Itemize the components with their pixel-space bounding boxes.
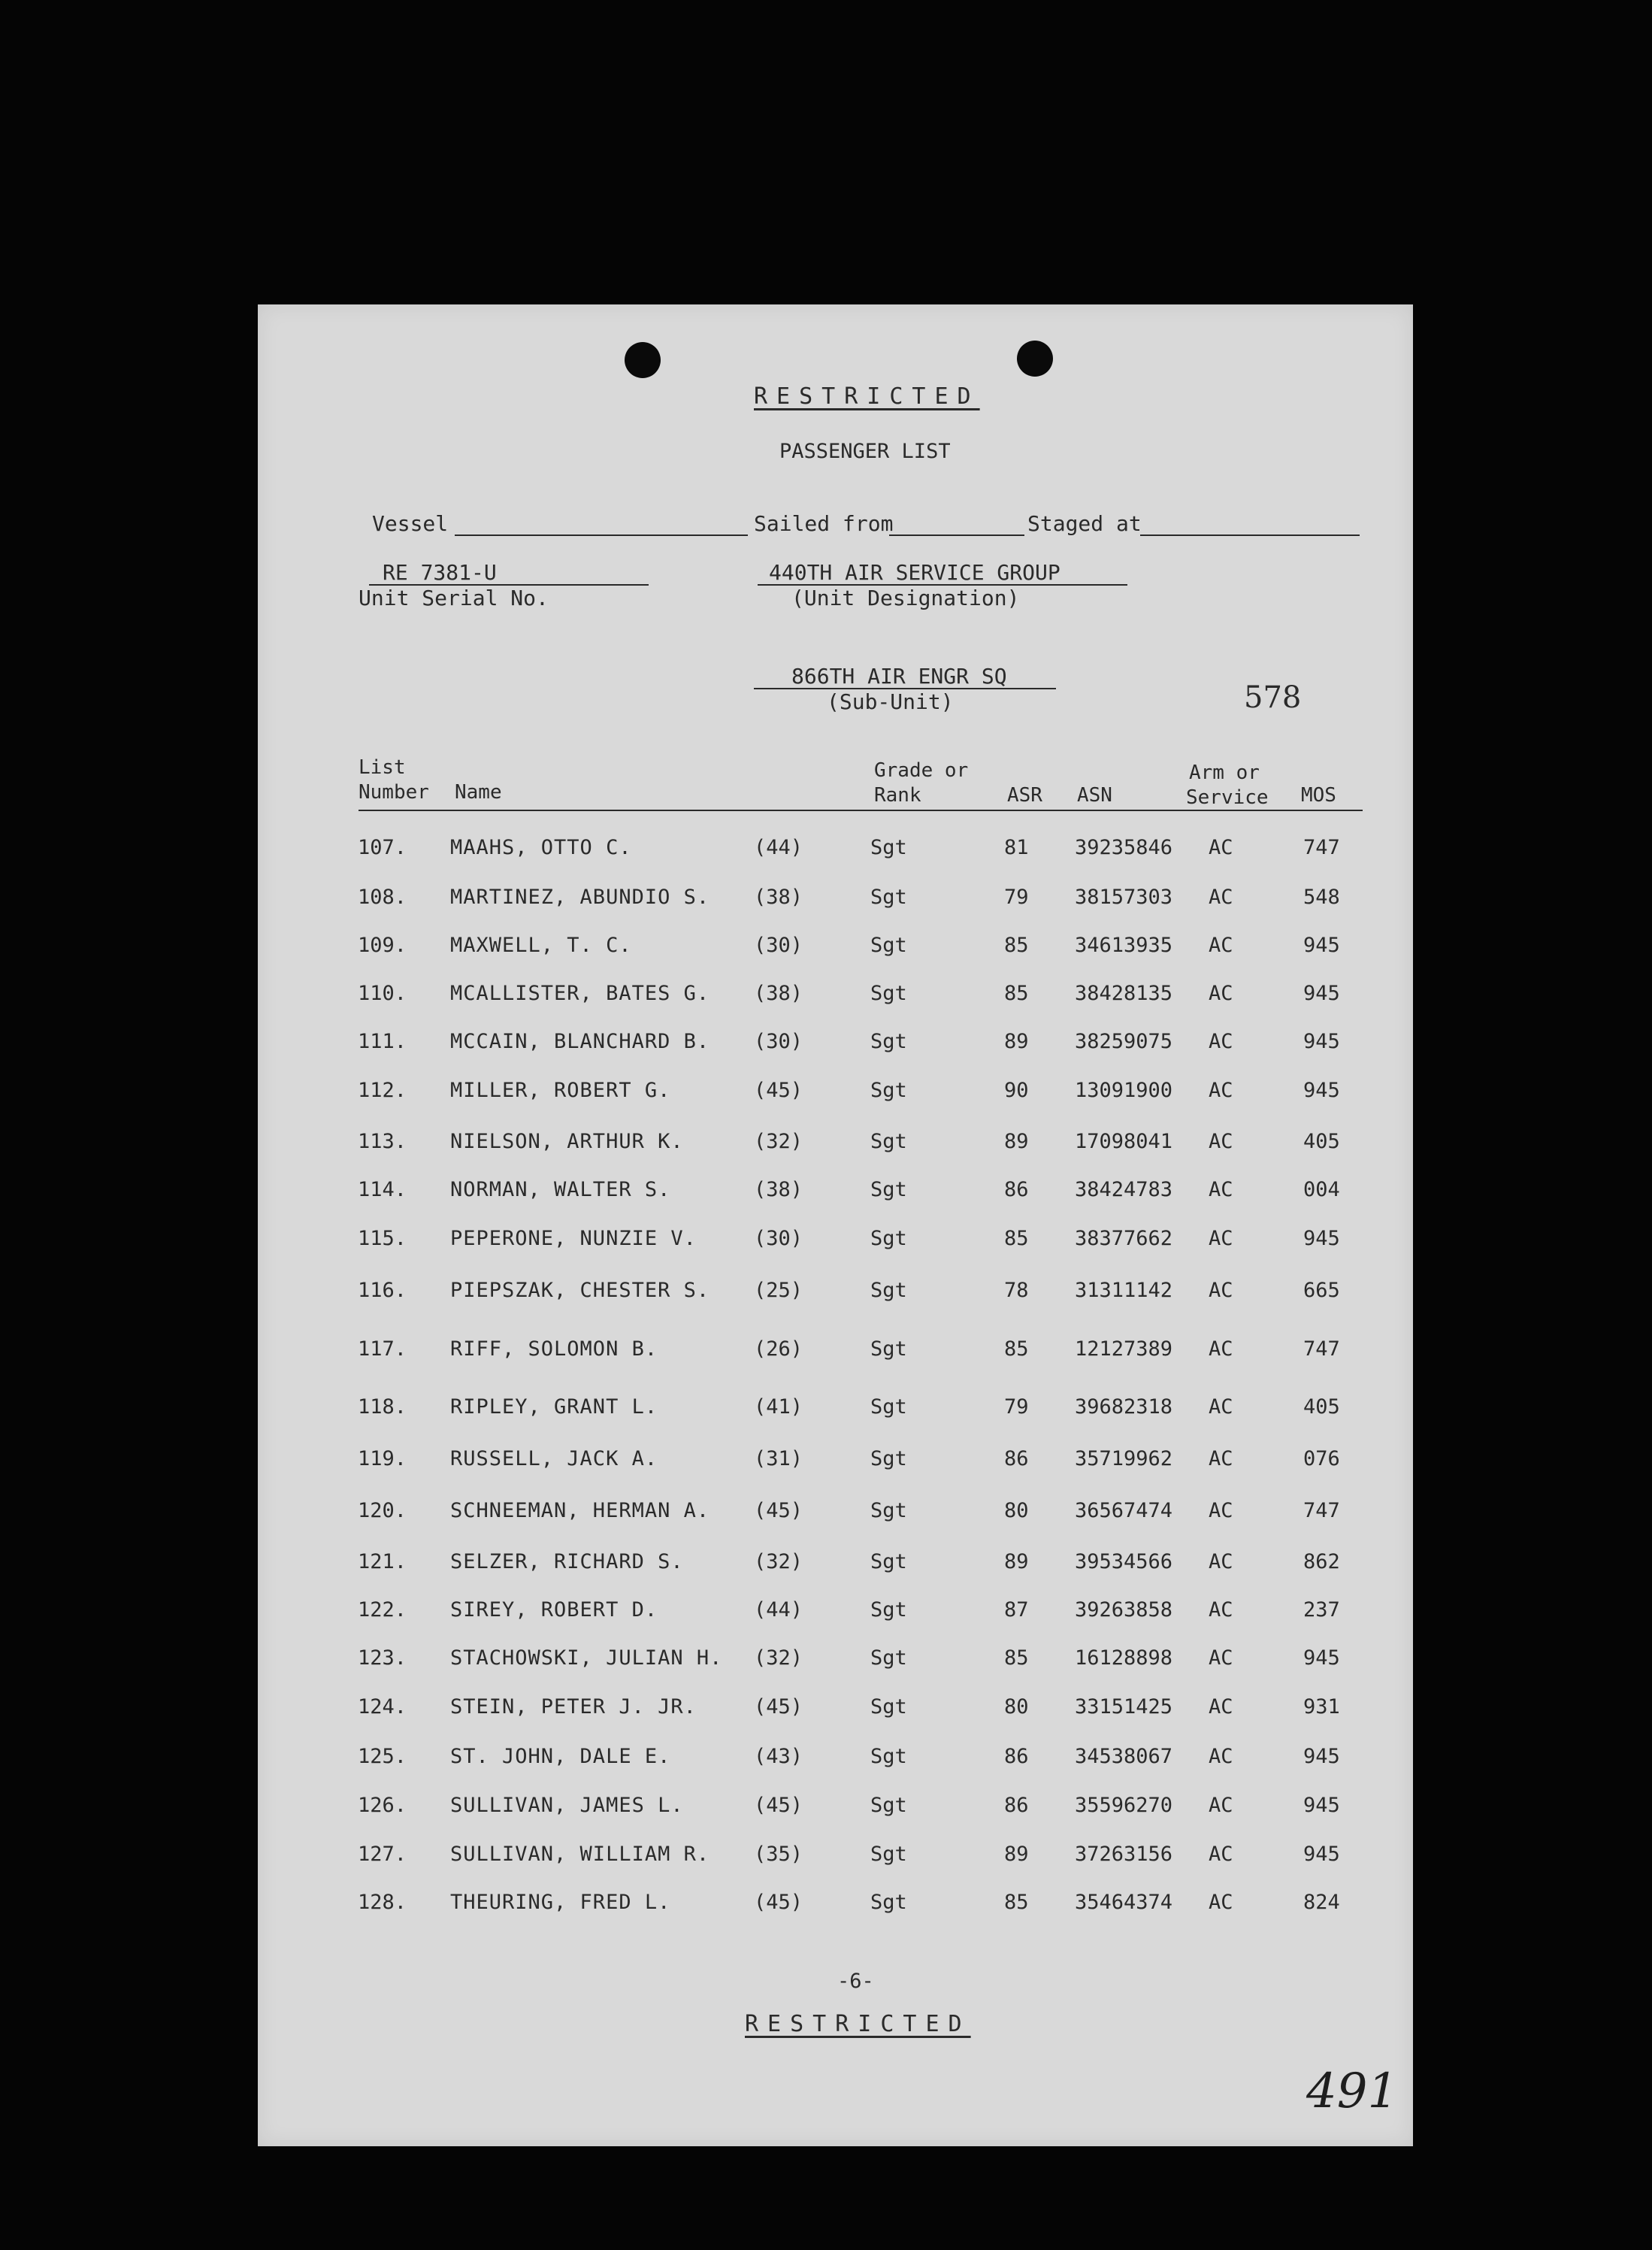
- cell-asr: 86: [1004, 1745, 1029, 1768]
- cell-asn: 39534566: [1075, 1550, 1173, 1573]
- cell-mos: 405: [1303, 1395, 1340, 1419]
- table-row: [258, 1794, 1413, 1831]
- cell-asn: 38157303: [1075, 886, 1173, 909]
- vessel-label: Vessel: [372, 511, 449, 536]
- cell-age: (44): [754, 836, 803, 859]
- cell-name: THEURING, FRED L.: [450, 1891, 671, 1914]
- cell-arm: AC: [1209, 1745, 1233, 1768]
- cell-grade: Sgt: [870, 1891, 907, 1914]
- cell-asr: 79: [1004, 886, 1029, 909]
- table-row: [258, 1227, 1413, 1264]
- cell-name: MAXWELL, T. C.: [450, 934, 632, 957]
- cell-asn: 38377662: [1075, 1227, 1173, 1250]
- staged-at-label: Staged at: [1027, 511, 1142, 536]
- cell-name: RIPLEY, GRANT L.: [450, 1395, 658, 1419]
- document-page: [258, 304, 1413, 2146]
- table-row: [258, 1337, 1413, 1375]
- cell-asr: 79: [1004, 1395, 1029, 1419]
- cell-mos: 945: [1303, 982, 1340, 1005]
- cell-asr: 85: [1004, 982, 1029, 1005]
- table-row: [258, 982, 1413, 1019]
- cell-age: (32): [754, 1646, 803, 1670]
- cell-name: STEIN, PETER J. JR.: [450, 1695, 697, 1719]
- table-row: [258, 836, 1413, 874]
- cell-num: 128.: [358, 1891, 407, 1914]
- cell-num: 124.: [358, 1695, 407, 1719]
- cell-grade: Sgt: [870, 1395, 907, 1419]
- cell-arm: AC: [1209, 1079, 1233, 1102]
- table-row: [258, 1745, 1413, 1782]
- vessel-blank: [455, 534, 748, 536]
- cell-asn: 36567474: [1075, 1499, 1173, 1522]
- cell-name: RUSSELL, JACK A.: [450, 1447, 658, 1470]
- cell-asr: 78: [1004, 1279, 1029, 1302]
- cell-num: 108.: [358, 886, 407, 909]
- punch-hole: [1017, 341, 1053, 377]
- cell-grade: Sgt: [870, 1499, 907, 1522]
- cell-grade: Sgt: [870, 1227, 907, 1250]
- cell-age: (41): [754, 1395, 803, 1419]
- cell-grade: Sgt: [870, 982, 907, 1005]
- cell-grade: Sgt: [870, 886, 907, 909]
- sailed-from-blank: [889, 534, 1024, 536]
- sheet-number: 578: [1244, 680, 1302, 715]
- page-title: PASSENGER LIST: [779, 440, 951, 463]
- table-row: [258, 1843, 1413, 1880]
- cell-mos: 076: [1303, 1447, 1340, 1470]
- cell-grade: Sgt: [870, 836, 907, 859]
- cell-asn: 39263858: [1075, 1598, 1173, 1622]
- cell-asn: 12127389: [1075, 1337, 1173, 1361]
- handwritten-number: 491: [1306, 2064, 1399, 2119]
- cell-grade: Sgt: [870, 1843, 907, 1866]
- cell-grade: Sgt: [870, 1550, 907, 1573]
- cell-asn: 16128898: [1075, 1646, 1173, 1670]
- cell-mos: 405: [1303, 1130, 1340, 1153]
- cell-name: NIELSON, ARTHUR K.: [450, 1130, 684, 1153]
- table-row: [258, 1695, 1413, 1733]
- cell-num: 111.: [358, 1030, 407, 1053]
- cell-name: MCALLISTER, BATES G.: [450, 982, 710, 1005]
- cell-num: 125.: [358, 1745, 407, 1768]
- cell-mos: 945: [1303, 1227, 1340, 1250]
- column-header-arm-line1: Arm or: [1189, 762, 1260, 784]
- classification-bottom: RESTRICTED: [745, 2011, 971, 2037]
- cell-num: 109.: [358, 934, 407, 957]
- cell-arm: AC: [1209, 1891, 1233, 1914]
- table-row: [258, 1030, 1413, 1067]
- cell-num: 127.: [358, 1843, 407, 1866]
- cell-age: (45): [754, 1499, 803, 1522]
- cell-arm: AC: [1209, 1794, 1233, 1817]
- cell-arm: AC: [1209, 1447, 1233, 1470]
- cell-num: 122.: [358, 1598, 407, 1622]
- header-rule: [359, 810, 1363, 811]
- cell-arm: AC: [1209, 1178, 1233, 1201]
- table-row: [258, 1891, 1413, 1928]
- cell-name: SULLIVAN, WILLIAM R.: [450, 1843, 710, 1866]
- cell-age: (31): [754, 1447, 803, 1470]
- cell-mos: 945: [1303, 1646, 1340, 1670]
- cell-grade: Sgt: [870, 1447, 907, 1470]
- cell-grade: Sgt: [870, 1279, 907, 1302]
- cell-arm: AC: [1209, 1227, 1233, 1250]
- unit-serial-label: Unit Serial No.: [359, 586, 549, 610]
- cell-asr: 90: [1004, 1079, 1029, 1102]
- cell-grade: Sgt: [870, 934, 907, 957]
- column-header-name: Name: [455, 781, 502, 804]
- cell-name: ST. JOHN, DALE E.: [450, 1745, 671, 1768]
- cell-asn: 35596270: [1075, 1794, 1173, 1817]
- cell-asr: 80: [1004, 1695, 1029, 1719]
- cell-mos: 665: [1303, 1279, 1340, 1302]
- cell-age: (25): [754, 1279, 803, 1302]
- cell-arm: AC: [1209, 1030, 1233, 1053]
- cell-num: 116.: [358, 1279, 407, 1302]
- cell-name: PEPERONE, NUNZIE V.: [450, 1227, 697, 1250]
- cell-arm: AC: [1209, 836, 1233, 859]
- cell-num: 112.: [358, 1079, 407, 1102]
- cell-num: 114.: [358, 1178, 407, 1201]
- cell-asr: 85: [1004, 1227, 1029, 1250]
- cell-asn: 38259075: [1075, 1030, 1173, 1053]
- cell-num: 107.: [358, 836, 407, 859]
- cell-grade: Sgt: [870, 1030, 907, 1053]
- page-number: -6-: [837, 1970, 874, 1993]
- punch-hole: [625, 342, 661, 378]
- cell-num: 115.: [358, 1227, 407, 1250]
- cell-asn: 39682318: [1075, 1395, 1173, 1419]
- cell-mos: 747: [1303, 1337, 1340, 1361]
- cell-asr: 86: [1004, 1447, 1029, 1470]
- cell-arm: AC: [1209, 1395, 1233, 1419]
- cell-arm: AC: [1209, 1598, 1233, 1622]
- cell-arm: AC: [1209, 886, 1233, 909]
- table-row: [258, 1447, 1413, 1485]
- cell-asr: 86: [1004, 1794, 1029, 1817]
- cell-grade: Sgt: [870, 1178, 907, 1201]
- cell-age: (38): [754, 982, 803, 1005]
- table-row: [258, 1178, 1413, 1216]
- cell-name: MAAHS, OTTO C.: [450, 836, 632, 859]
- sailed-from-label: Sailed from: [754, 511, 894, 536]
- column-header-grade-line1: Grade or: [874, 759, 969, 782]
- cell-mos: 824: [1303, 1891, 1340, 1914]
- cell-asr: 85: [1004, 1646, 1029, 1670]
- column-header-list-line1: List: [359, 756, 406, 779]
- cell-age: (30): [754, 1227, 803, 1250]
- cell-arm: AC: [1209, 982, 1233, 1005]
- cell-asr: 85: [1004, 1891, 1029, 1914]
- cell-mos: 548: [1303, 886, 1340, 909]
- cell-asn: 35719962: [1075, 1447, 1173, 1470]
- cell-name: MARTINEZ, ABUNDIO S.: [450, 886, 710, 909]
- cell-age: (45): [754, 1794, 803, 1817]
- cell-asr: 80: [1004, 1499, 1029, 1522]
- cell-num: 110.: [358, 982, 407, 1005]
- cell-name: SELZER, RICHARD S.: [450, 1550, 684, 1573]
- cell-asn: 34613935: [1075, 934, 1173, 957]
- table-row: [258, 1598, 1413, 1636]
- table-row: [258, 1279, 1413, 1316]
- cell-mos: 945: [1303, 1745, 1340, 1768]
- cell-num: 121.: [358, 1550, 407, 1573]
- cell-asn: 31311142: [1075, 1279, 1173, 1302]
- unit-designation-label: (Unit Designation): [791, 586, 1020, 610]
- cell-asn: 17098041: [1075, 1130, 1173, 1153]
- cell-asr: 87: [1004, 1598, 1029, 1622]
- cell-asr: 89: [1004, 1030, 1029, 1053]
- cell-grade: Sgt: [870, 1745, 907, 1768]
- table-row: [258, 886, 1413, 923]
- column-header-mos: MOS: [1301, 784, 1336, 807]
- cell-name: NORMAN, WALTER S.: [450, 1178, 671, 1201]
- cell-arm: AC: [1209, 1279, 1233, 1302]
- cell-grade: Sgt: [870, 1646, 907, 1670]
- cell-grade: Sgt: [870, 1079, 907, 1102]
- cell-age: (32): [754, 1550, 803, 1573]
- cell-asr: 85: [1004, 934, 1029, 957]
- cell-arm: AC: [1209, 1499, 1233, 1522]
- cell-mos: 945: [1303, 1794, 1340, 1817]
- cell-name: SULLIVAN, JAMES L.: [450, 1794, 684, 1817]
- column-header-asn: ASN: [1077, 784, 1112, 807]
- cell-age: (32): [754, 1130, 803, 1153]
- cell-age: (30): [754, 1030, 803, 1053]
- cell-num: 126.: [358, 1794, 407, 1817]
- cell-mos: 945: [1303, 1079, 1340, 1102]
- table-row: [258, 1499, 1413, 1537]
- cell-asr: 89: [1004, 1130, 1029, 1153]
- unit-designation-value: 440TH AIR SERVICE GROUP: [769, 560, 1060, 585]
- cell-mos: 945: [1303, 934, 1340, 957]
- cell-grade: Sgt: [870, 1337, 907, 1361]
- cell-grade: Sgt: [870, 1130, 907, 1153]
- cell-grade: Sgt: [870, 1794, 907, 1817]
- cell-age: (45): [754, 1891, 803, 1914]
- column-header-list-number: [359, 756, 429, 805]
- staged-at-blank: [1140, 534, 1360, 536]
- table-row: [258, 1079, 1413, 1116]
- cell-mos: 945: [1303, 1030, 1340, 1053]
- cell-asn: 37263156: [1075, 1843, 1173, 1866]
- cell-mos: 237: [1303, 1598, 1340, 1622]
- table-row: [258, 934, 1413, 971]
- cell-num: 119.: [358, 1447, 407, 1470]
- cell-name: PIEPSZAK, CHESTER S.: [450, 1279, 710, 1302]
- cell-age: (30): [754, 934, 803, 957]
- column-header-list-line2: Number: [359, 781, 429, 804]
- column-header-grade-line2: Rank: [874, 784, 921, 807]
- column-header-arm-line2: Service: [1186, 786, 1269, 809]
- cell-num: 118.: [358, 1395, 407, 1419]
- cell-name: SCHNEEMAN, HERMAN A.: [450, 1499, 710, 1522]
- column-header-grade: [874, 759, 968, 808]
- cell-asn: 35464374: [1075, 1891, 1173, 1914]
- cell-num: 113.: [358, 1130, 407, 1153]
- cell-age: (44): [754, 1598, 803, 1622]
- cell-arm: AC: [1209, 1337, 1233, 1361]
- cell-age: (38): [754, 1178, 803, 1201]
- cell-age: (45): [754, 1695, 803, 1719]
- cell-mos: 747: [1303, 836, 1340, 859]
- column-header-asr: ASR: [1007, 784, 1042, 807]
- cell-name: RIFF, SOLOMON B.: [450, 1337, 658, 1361]
- cell-asr: 81: [1004, 836, 1029, 859]
- table-row: [258, 1646, 1413, 1684]
- cell-age: (35): [754, 1843, 803, 1866]
- cell-mos: 945: [1303, 1843, 1340, 1866]
- table-row: [258, 1550, 1413, 1588]
- cell-asn: 39235846: [1075, 836, 1173, 859]
- column-header-arm: [1186, 761, 1269, 810]
- cell-mos: 747: [1303, 1499, 1340, 1522]
- cell-asn: 38428135: [1075, 982, 1173, 1005]
- cell-num: 120.: [358, 1499, 407, 1522]
- cell-asr: 89: [1004, 1550, 1029, 1573]
- cell-arm: AC: [1209, 1646, 1233, 1670]
- cell-asr: 89: [1004, 1843, 1029, 1866]
- cell-name: SIREY, ROBERT D.: [450, 1598, 658, 1622]
- cell-grade: Sgt: [870, 1598, 907, 1622]
- cell-num: 123.: [358, 1646, 407, 1670]
- cell-mos: 862: [1303, 1550, 1340, 1573]
- cell-asn: 13091900: [1075, 1079, 1173, 1102]
- table-row: [258, 1130, 1413, 1167]
- cell-arm: AC: [1209, 1130, 1233, 1153]
- cell-name: STACHOWSKI, JULIAN H.: [450, 1646, 723, 1670]
- sub-unit-value: 866TH AIR ENGR SQ: [791, 664, 1007, 689]
- cell-arm: AC: [1209, 1550, 1233, 1573]
- cell-name: MILLER, ROBERT G.: [450, 1079, 671, 1102]
- cell-age: (45): [754, 1079, 803, 1102]
- cell-name: MCCAIN, BLANCHARD B.: [450, 1030, 710, 1053]
- classification-top: RESTRICTED: [754, 383, 980, 410]
- cell-age: (43): [754, 1745, 803, 1768]
- cell-asr: 86: [1004, 1178, 1029, 1201]
- cell-asn: 34538067: [1075, 1745, 1173, 1768]
- cell-grade: Sgt: [870, 1695, 907, 1719]
- cell-arm: AC: [1209, 934, 1233, 957]
- cell-arm: AC: [1209, 1695, 1233, 1719]
- cell-asn: 38424783: [1075, 1178, 1173, 1201]
- cell-num: 117.: [358, 1337, 407, 1361]
- cell-arm: AC: [1209, 1843, 1233, 1866]
- table-row: [258, 1395, 1413, 1433]
- cell-mos: 004: [1303, 1178, 1340, 1201]
- unit-serial-value: RE 7381-U: [383, 560, 497, 585]
- cell-age: (38): [754, 886, 803, 909]
- cell-age: (26): [754, 1337, 803, 1361]
- sub-unit-label: (Sub-Unit): [827, 689, 954, 714]
- cell-mos: 931: [1303, 1695, 1340, 1719]
- cell-asr: 85: [1004, 1337, 1029, 1361]
- cell-asn: 33151425: [1075, 1695, 1173, 1719]
